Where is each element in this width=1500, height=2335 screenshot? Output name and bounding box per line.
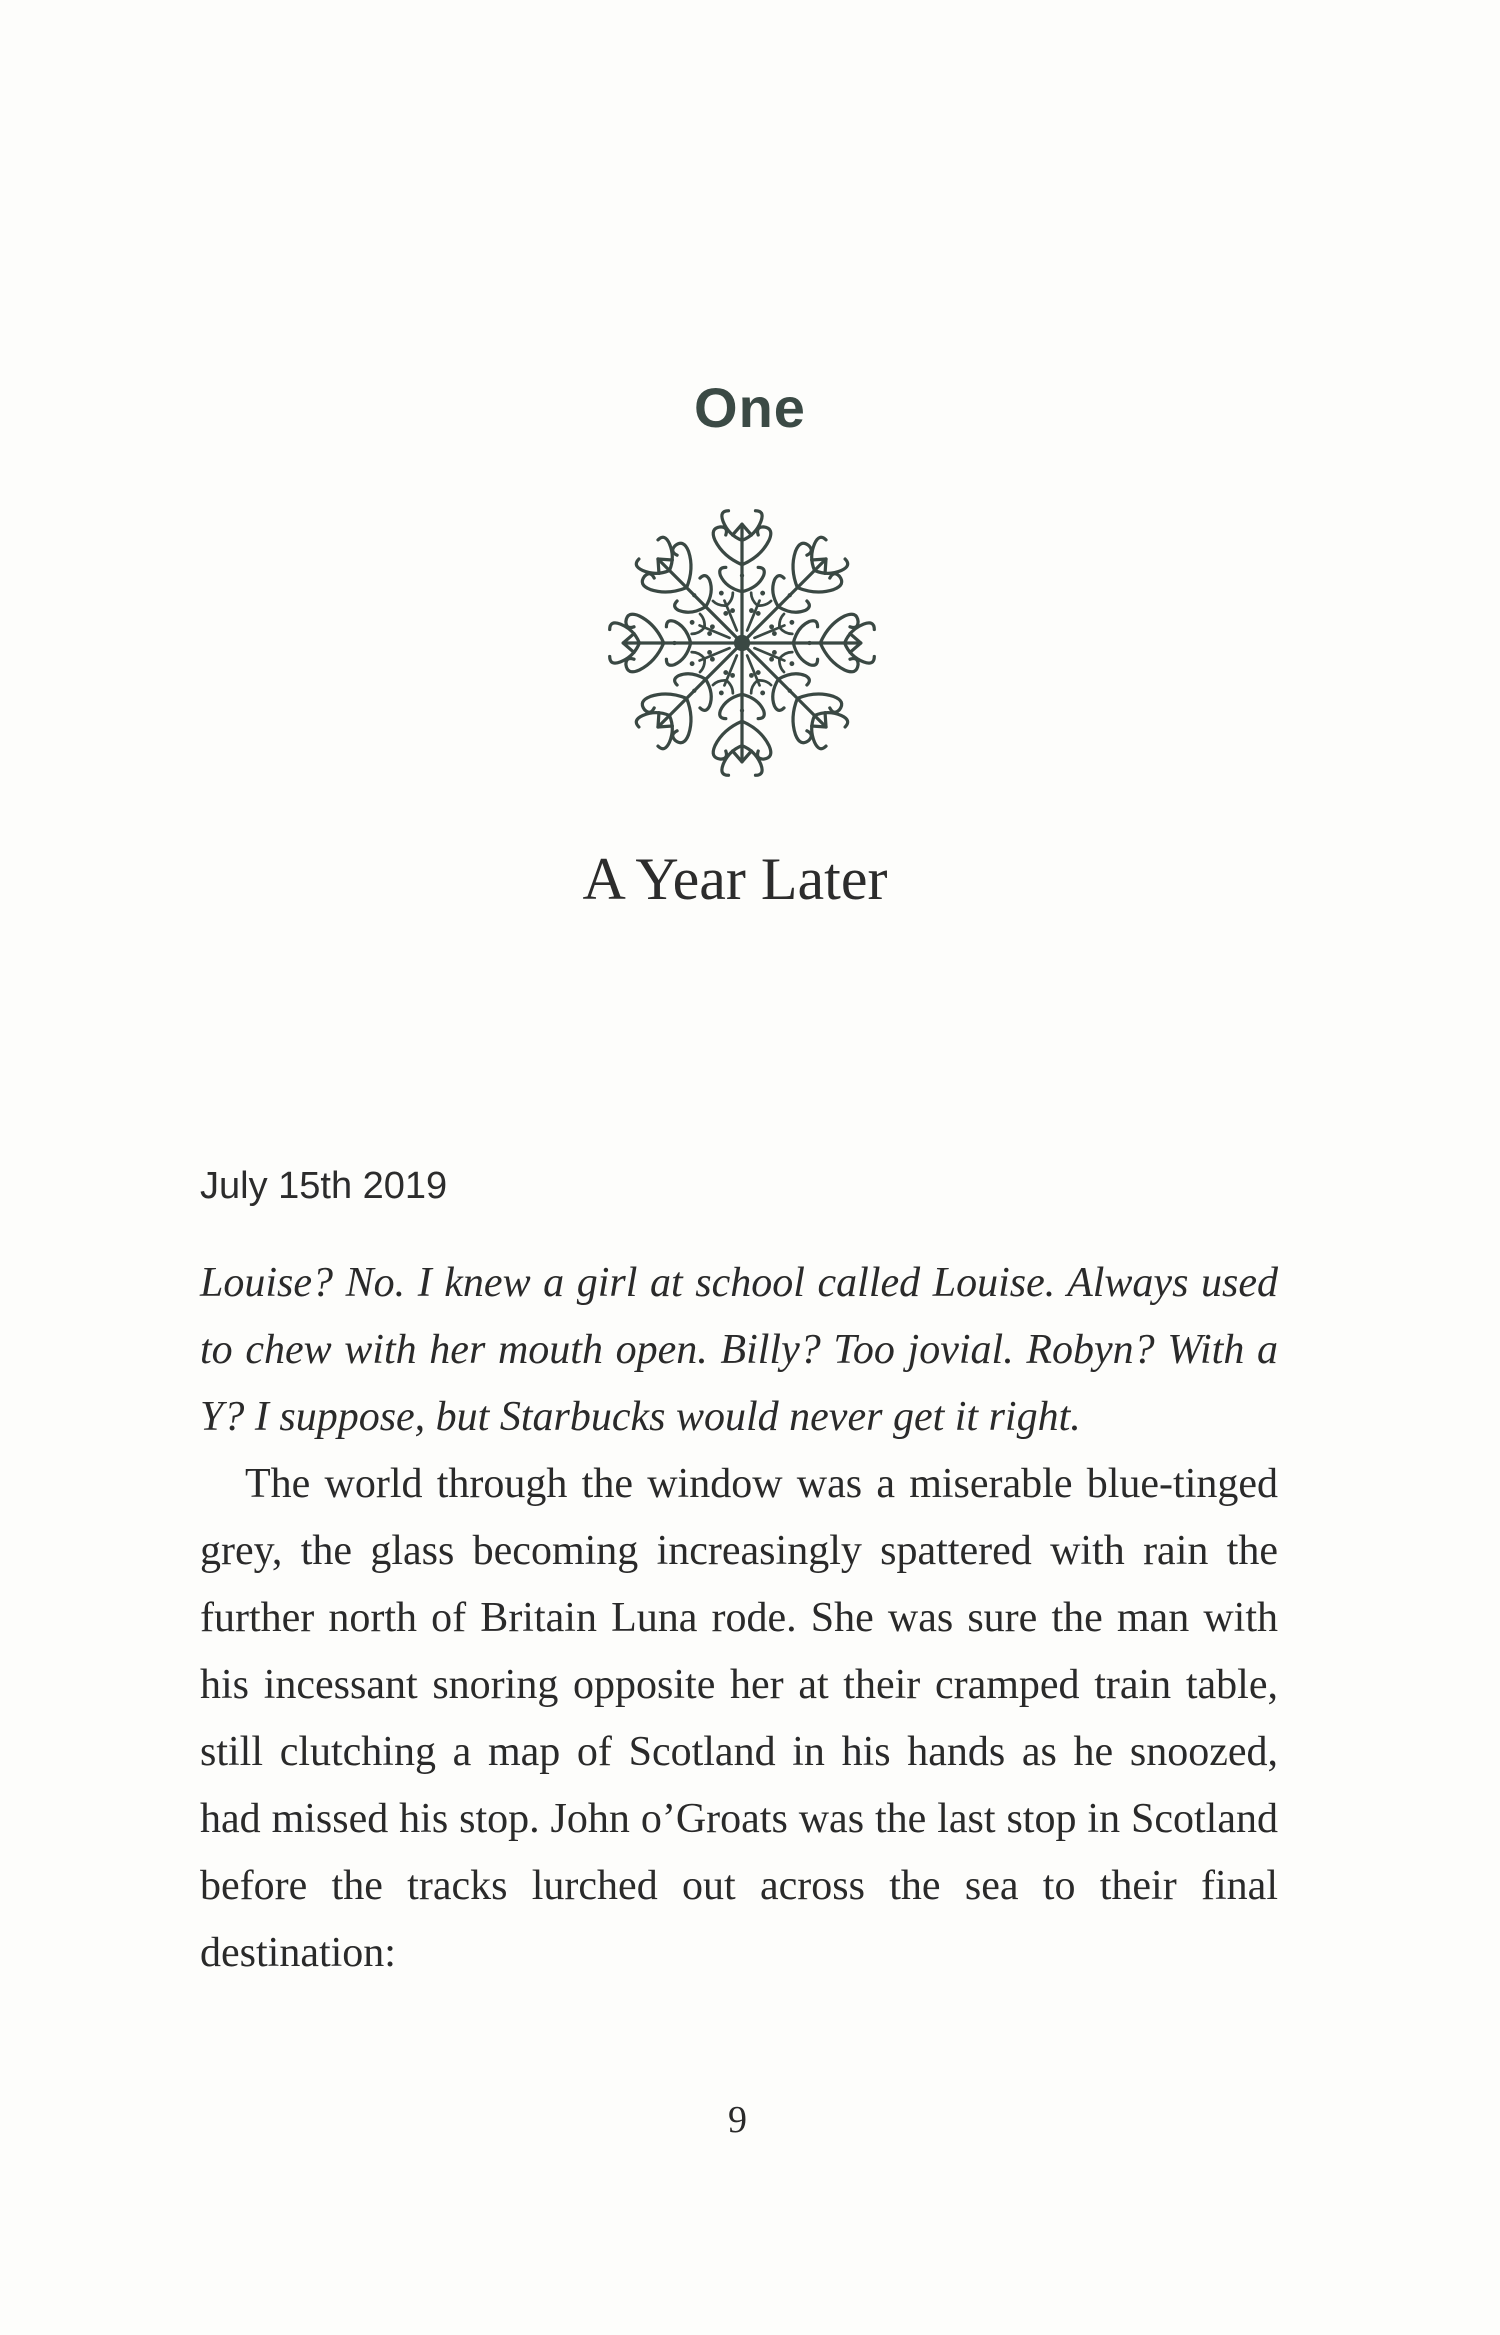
italic-paragraph: Louise? No. I knew a girl at school called Louise. Always used to chew with her mouth open. Billy? Too jovial. Robyn? With a Y? I suppose, but Starbucks would never get it right. xyxy=(200,1260,1278,1440)
snowflake-icon xyxy=(607,508,877,778)
page-number: 9 xyxy=(728,2099,747,2141)
entry-date: July 15th 2019 xyxy=(200,1165,448,1207)
narrative-paragraph: The world through the window was a miserable blue-tinged grey, the glass becoming increasingly spattered with rain the further north of Britain Luna rode. She was sure the man with his incessant snoring opposite her at their cramped train table, still clutching a map of Scotland in his hands as he snoozed, had missed his stop. John o’Groats was the last stop in Scotland before the tracks lurched out across the sea to their final destination: xyxy=(200,1461,1278,1976)
chapter-number: One xyxy=(694,376,806,439)
chapter-title: A Year Later xyxy=(582,846,888,912)
body-text xyxy=(200,1250,1278,1987)
